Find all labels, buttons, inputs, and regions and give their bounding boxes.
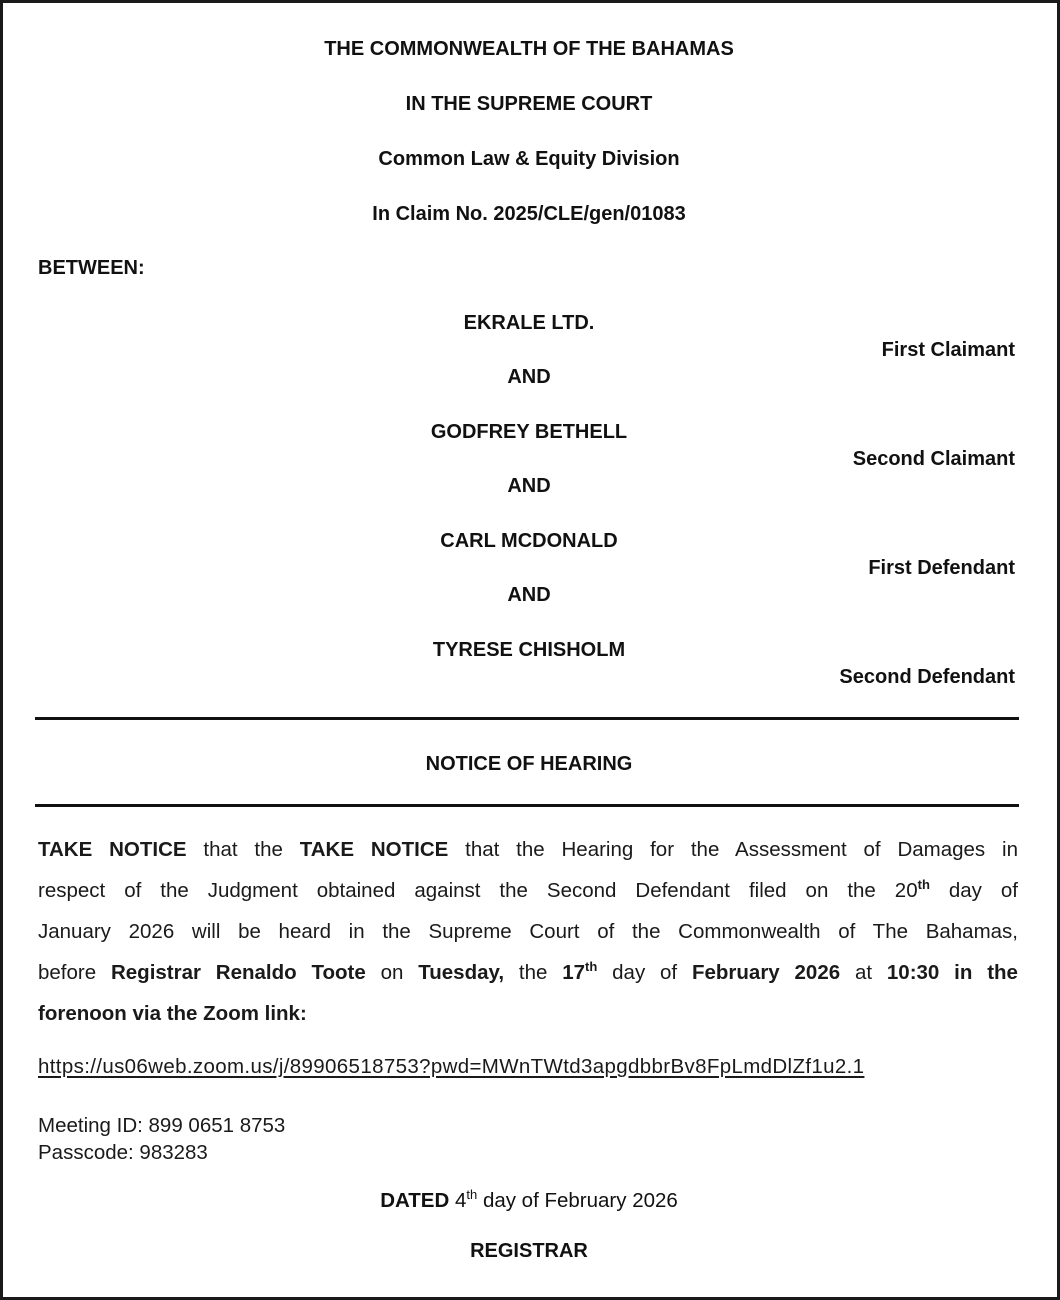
paragraph-line <box>38 993 1018 1034</box>
take-notice-label: TAKE NOTICE <box>38 838 187 861</box>
dated-label: DATED <box>380 1189 450 1212</box>
party-name: GODFREY BETHELL <box>430 421 628 443</box>
text-fragment: January 2026 will be heard in the Supreme Court of the Commonwealth of The Bahamas, <box>38 920 1018 943</box>
text-fragment: forenoon via the Zoom link: <box>38 1002 307 1025</box>
ordinal-suffix: th <box>466 1187 478 1203</box>
party-name: TYRESE CHISHOLM <box>432 639 626 661</box>
divider-rule <box>35 804 1019 807</box>
ordinal-suffix: th <box>585 959 598 975</box>
hearing-time: 10:30 in the <box>886 961 1018 984</box>
paragraph-line <box>38 870 1018 911</box>
party-name: CARL MCDONALD <box>440 530 618 552</box>
between-label: BETWEEN: <box>38 257 145 279</box>
dated-day: 4 <box>454 1189 467 1212</box>
and-separator: AND <box>507 584 551 606</box>
text-fragment: at <box>854 961 873 984</box>
ordinal-suffix: th <box>917 877 930 893</box>
text-fragment: that the <box>203 838 283 861</box>
text-fragment: before <box>38 961 97 984</box>
party-role: Second Defendant <box>839 666 1015 688</box>
text-fragment: respect of the Judgment obtained against the Second Defendant filed on the 20 <box>38 879 918 902</box>
claim-number: In Claim No. 2025/CLE/gen/01083 <box>372 203 686 225</box>
hearing-month-year: February 2026 <box>691 961 841 984</box>
text-fragment: on <box>380 961 404 984</box>
court-heading: IN THE SUPREME COURT <box>405 93 653 115</box>
text-fragment: day of <box>948 879 1018 902</box>
dated-rest: day of February 2026 <box>482 1189 678 1212</box>
registrar-name: Registrar Renaldo Toote <box>110 961 366 984</box>
notice-paragraph <box>38 829 1018 1034</box>
party-role: Second Claimant <box>852 448 1015 470</box>
text-fragment: day of <box>612 961 678 984</box>
and-separator: AND <box>507 475 551 497</box>
take-notice-label: TAKE NOTICE <box>299 838 449 861</box>
division-heading: Common Law & Equity Division <box>378 148 680 170</box>
hearing-day: 17 <box>562 961 586 984</box>
party-role: First Defendant <box>868 557 1015 579</box>
party-role: First Claimant <box>881 339 1015 361</box>
country-heading: THE COMMONWEALTH OF THE BAHAMAS <box>324 38 734 60</box>
paragraph-line <box>38 829 1018 870</box>
registrar-signature: REGISTRAR <box>470 1240 588 1262</box>
paragraph-line <box>38 952 1018 993</box>
text-fragment: the <box>518 961 548 984</box>
zoom-link[interactable]: https://us06web.zoom.us/j/89906518753?pwd=MWnTWtd3apgdbbrBv8FpLmdDlZf1u2.1 <box>38 1055 865 1078</box>
dated-line <box>3 1189 1055 1213</box>
party-name: EKRALE LTD. <box>463 312 595 334</box>
hearing-weekday: Tuesday, <box>418 961 505 984</box>
and-separator: AND <box>507 366 551 388</box>
divider-rule <box>35 717 1019 720</box>
text-fragment: that the Hearing for the Assessment of Damages in <box>465 838 1018 861</box>
paragraph-line <box>38 911 1018 952</box>
passcode: Passcode: 983283 <box>38 1141 208 1164</box>
notice-title: NOTICE OF HEARING <box>425 753 633 775</box>
meeting-id: Meeting ID: 899 0651 8753 <box>38 1114 286 1137</box>
